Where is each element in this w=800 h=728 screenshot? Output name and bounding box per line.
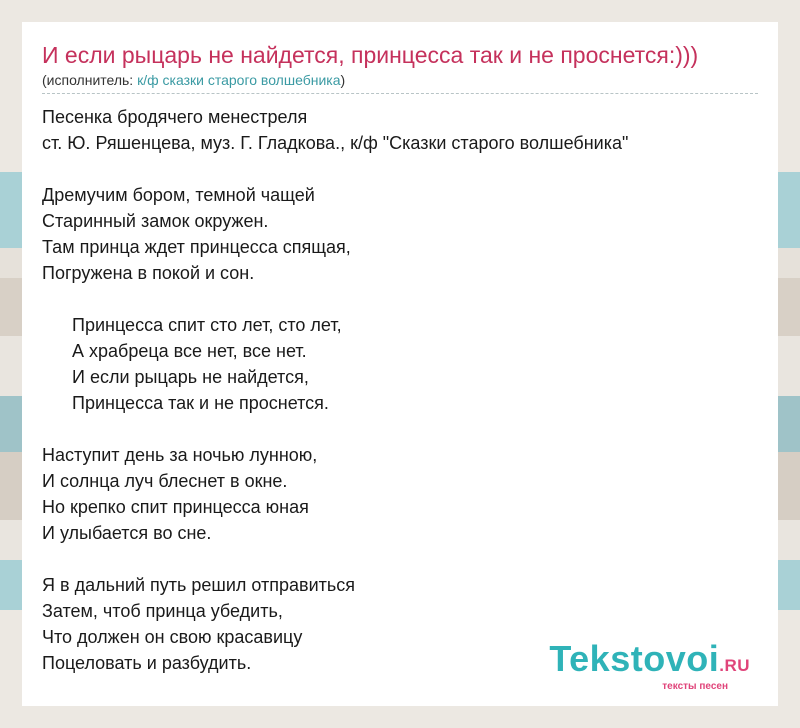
site-logo[interactable] <box>549 640 750 692</box>
lyrics-text <box>42 104 758 676</box>
lyric-line <box>42 286 758 312</box>
lyric-line: Я в дальний путь решил отправиться <box>42 575 356 595</box>
artist-line <box>42 71 758 89</box>
lyric-line: Старинный замок окружен. <box>42 211 269 231</box>
lyric-line <box>42 546 758 572</box>
lyric-line: И если рыцарь не найдется, <box>42 367 309 387</box>
lyric-line: А храбреца все нет, все нет. <box>42 341 307 361</box>
logo-tld: .RU <box>719 656 750 675</box>
page-title: И если рыцарь не найдется, принцесса так и не проснется:))) <box>42 42 699 68</box>
artist-link[interactable]: к/ф сказки старого волшебника <box>137 72 341 88</box>
logo-tagline: тексты песен <box>662 681 728 692</box>
lyric-line: Что должен он свою красавицу <box>42 627 303 647</box>
lyric-line: Затем, чтоб принца убедить, <box>42 601 283 621</box>
lyric-line: И солнца луч блеснет в окне. <box>42 471 288 491</box>
artist-suffix: ) <box>340 72 346 88</box>
lyric-line: ст. Ю. Ряшенцева, муз. Г. Гладкова., к/ф "Сказки старого волшебника" <box>42 133 629 153</box>
lyric-line: Но крепко спит принцесса юная <box>42 497 309 517</box>
lyric-line: Там принца ждет принцесса спящая, <box>42 237 351 257</box>
artist-prefix: (исполнитель: <box>42 72 138 88</box>
lyric-line <box>42 416 758 442</box>
lyric-line: Песенка бродячего менестреля <box>42 107 308 127</box>
lyric-line: Принцесса так и не проснется. <box>42 393 329 413</box>
lyric-line: И улыбается во сне. <box>42 523 212 543</box>
logo-name: Tekstovoi <box>549 638 720 679</box>
lyric-line: Наступит день за ночью лунною, <box>42 445 318 465</box>
lyric-line <box>42 156 758 182</box>
content-card <box>22 22 778 706</box>
lyric-line: Поцеловать и разбудить. <box>42 653 252 673</box>
lyric-line: Погружена в покой и сон. <box>42 263 255 283</box>
lyric-line: Дремучим бором, темной чащей <box>42 185 315 205</box>
divider <box>42 93 758 94</box>
lyric-line: Принцесса спит сто лет, сто лет, <box>42 315 342 335</box>
